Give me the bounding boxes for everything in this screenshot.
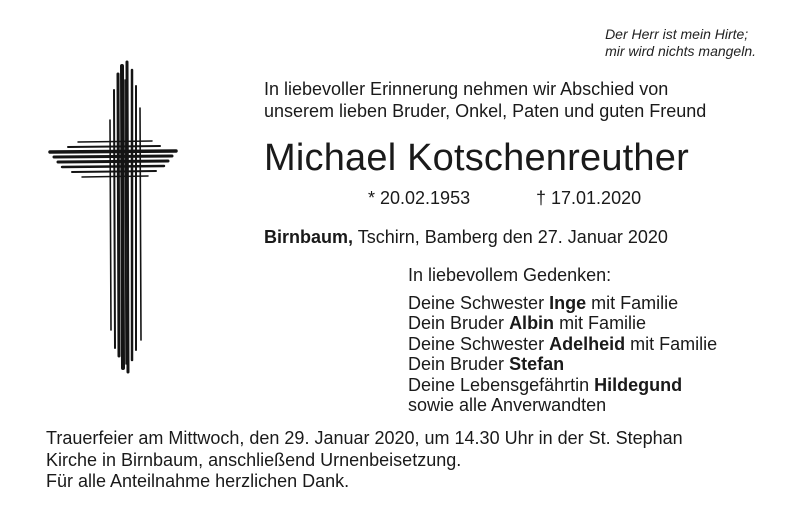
mourners-list [408, 265, 717, 416]
mourner-entry [408, 334, 717, 355]
place-name: Birnbaum, [264, 227, 354, 247]
bible-verse [605, 26, 756, 60]
deceased-name: Michael Kotschenreuther [264, 137, 689, 179]
mourner-name: Hildegund [594, 374, 683, 395]
mourner-suffix: mit Familie [586, 292, 679, 313]
mourner-entry [408, 375, 717, 396]
thanks-note: Für alle Anteilnahme herzlichen Dank. [46, 471, 350, 491]
mourners-heading: In liebevollem Gedenken: [408, 265, 612, 285]
cross-icon [48, 60, 178, 375]
mourner-entry [408, 293, 717, 314]
mourner-entry [408, 354, 717, 375]
mourner-name: Adelheid [549, 333, 626, 354]
mourner-relation: Deine Schwester [408, 292, 550, 313]
ceremony-info [46, 427, 766, 471]
mourner-relation: Deine Lebensgefährtin [408, 374, 595, 395]
intro-text [264, 78, 706, 122]
mourner-entry [408, 313, 717, 334]
mourner-suffix: mit Familie [554, 313, 647, 333]
mourner-relation: Dein Bruder [408, 313, 510, 333]
mourners-closing: sowie alle Anverwandten [408, 395, 607, 415]
ceremony-line-2: Kirche in Birnbaum, anschließend Urnenbeisetzung. [46, 450, 462, 470]
mourner-name: Albin [509, 313, 555, 333]
place-and-date [264, 226, 668, 248]
bible-verse-line-1: Der Herr ist mein Hirte; [605, 26, 749, 42]
mourner-relation: Dein Bruder [408, 354, 510, 374]
mourner-relation: Deine Schwester [408, 333, 550, 354]
mourner-suffix: mit Familie [625, 333, 718, 354]
mourner-name: Inge [549, 292, 587, 313]
death-date: † 17.01.2020 [536, 188, 642, 208]
birth-date: * 20.02.1953 [368, 188, 471, 208]
place-date-rest: Tschirn, Bamberg den 27. Januar 2020 [353, 227, 668, 247]
bible-verse-line-2: mir wird nichts mangeln. [605, 43, 756, 59]
mourner-name: Stefan [509, 354, 565, 374]
intro-line-1: In liebevoller Erinnerung nehmen wir Abschied von [264, 79, 669, 99]
intro-line-2: unserem lieben Bruder, Onkel, Paten und guten Freund [264, 101, 707, 121]
ceremony-line-1: Trauerfeier am Mittwoch, den 29. Januar 2020, um 14.30 Uhr in der St. Stephan [46, 428, 683, 448]
